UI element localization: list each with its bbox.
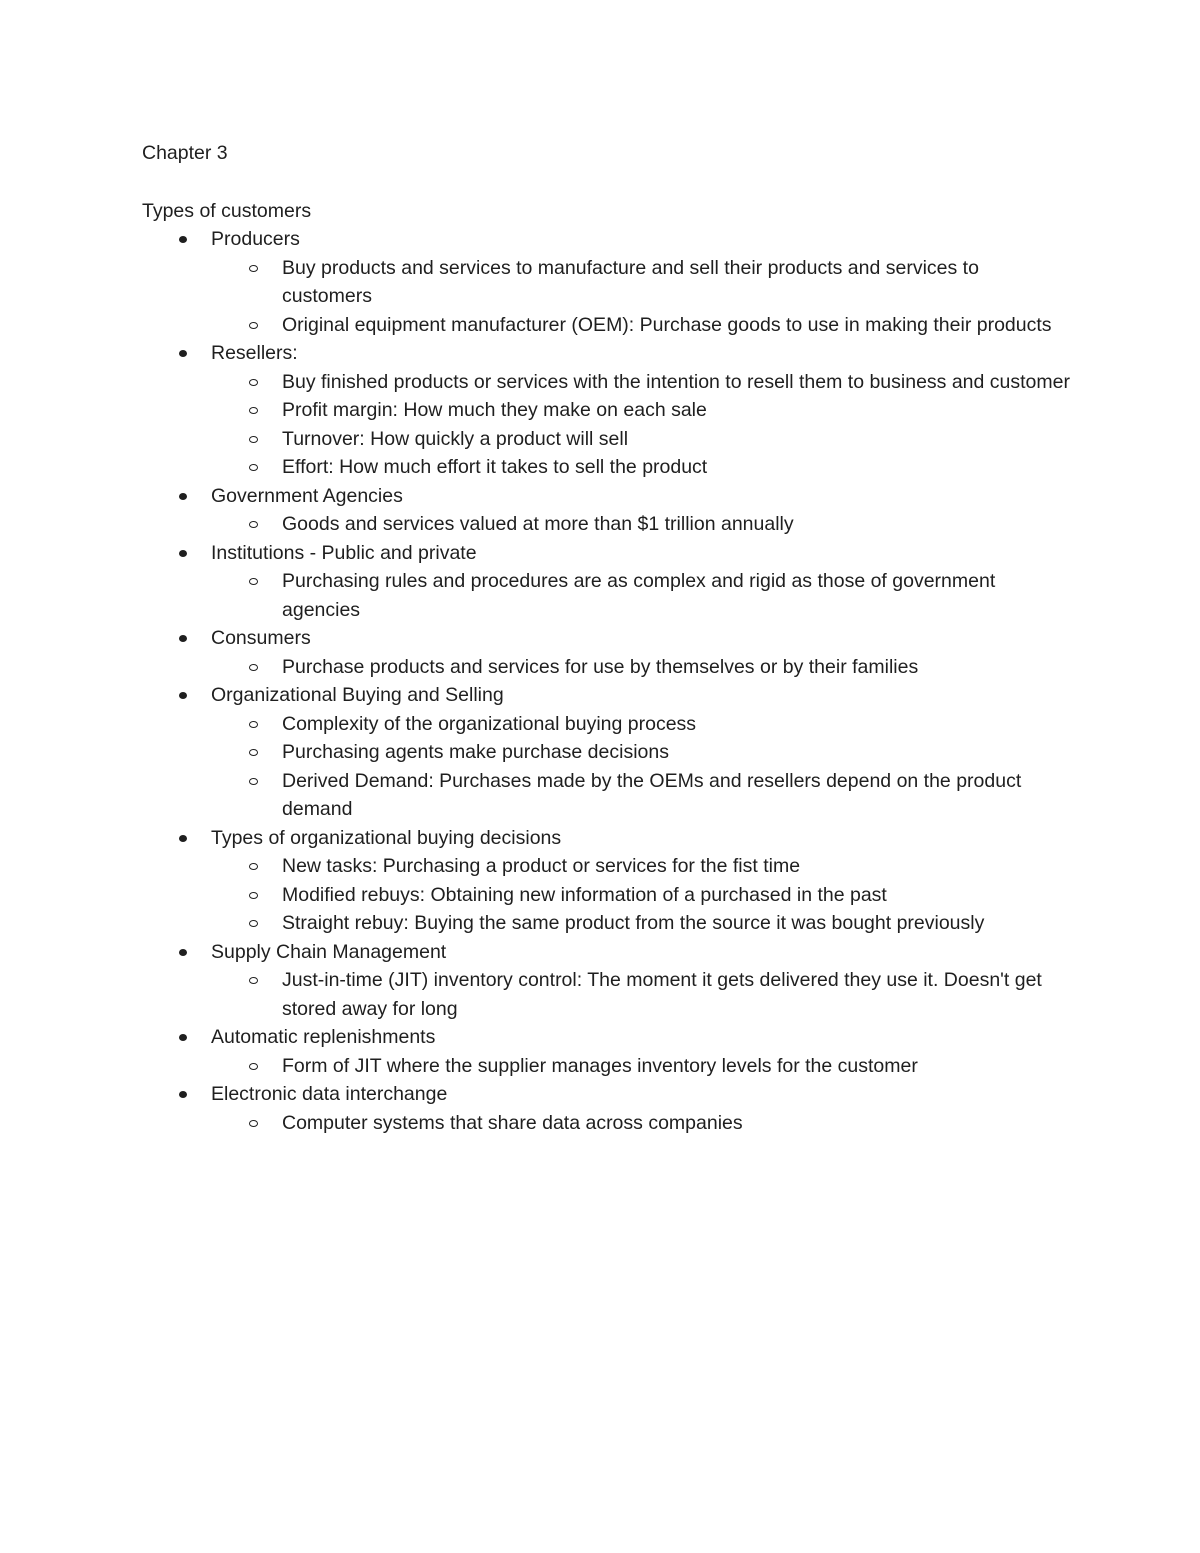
sub-list-item	[211, 311, 1072, 340]
list-item	[142, 1080, 1072, 1137]
sub-list-item	[211, 254, 1072, 311]
sub-list-item-text: Buy products and services to manufacture and sell their products and services to customers	[282, 256, 979, 307]
sub-list-item	[211, 1109, 1072, 1138]
hollow-bullet-icon	[249, 721, 258, 728]
list-item-label: Types of organizational buying decisions	[211, 826, 562, 849]
hollow-bullet-icon	[249, 436, 258, 443]
sub-list-item	[211, 966, 1072, 1023]
list-item-label: Organizational Buying and Selling	[211, 684, 504, 706]
sub-list-item-text: Complexity of the organizational buying process	[282, 712, 697, 735]
list-item	[142, 225, 1072, 339]
sub-list-item-text: Straight rebuy: Buying the same product from the source it was bought previously	[282, 912, 985, 934]
sub-list	[211, 368, 1072, 482]
list-item	[142, 339, 1072, 482]
filled-bullet-icon	[179, 236, 187, 243]
sub-list-item-text: Turnover: How quickly a product will sell	[282, 427, 629, 450]
sub-list-item-text: New tasks: Purchasing a product or services for the fist time	[282, 855, 801, 877]
sub-list-item	[211, 881, 1072, 910]
sub-list-item-text: Purchasing agents make purchase decisions	[282, 741, 669, 763]
sub-list-item	[211, 909, 1072, 938]
filled-bullet-icon	[179, 949, 187, 956]
sub-list-item	[211, 738, 1072, 767]
section-heading: Types of customers	[142, 199, 312, 222]
sub-list-item	[211, 653, 1072, 682]
sub-list-item-text: Modified rebuys: Obtaining new information of a purchased in the past	[282, 883, 887, 906]
filled-bullet-icon	[179, 635, 187, 642]
hollow-bullet-icon	[249, 464, 258, 471]
sub-list-item-text: Just-in-time (JIT) inventory control: The moment it gets delivered they use it. Doesn't get stored away for long	[282, 969, 1042, 1020]
hollow-bullet-icon	[249, 407, 258, 414]
sub-list-item	[211, 710, 1072, 739]
sub-list-item-text: Computer systems that share data across companies	[282, 1111, 743, 1134]
filled-bullet-icon	[179, 493, 187, 500]
hollow-bullet-icon	[249, 521, 258, 528]
hollow-bullet-icon	[249, 778, 258, 785]
sub-list-item-text: Form of JIT where the supplier manages inventory levels for the customer	[282, 1054, 918, 1077]
hollow-bullet-icon	[249, 920, 258, 927]
sub-list-item-text: Derived Demand: Purchases made by the OEMs and resellers depend on the product demand	[282, 769, 1022, 820]
filled-bullet-icon	[179, 550, 187, 557]
list-item	[142, 482, 1072, 539]
list-item-label: Resellers:	[211, 342, 298, 364]
filled-bullet-icon	[179, 1091, 187, 1098]
sub-list-item	[211, 1052, 1072, 1081]
sub-list	[211, 710, 1072, 824]
sub-list-item-text: Goods and services valued at more than $1 trillion annually	[282, 513, 794, 535]
sub-list-item	[211, 396, 1072, 425]
list-item	[142, 624, 1072, 681]
hollow-bullet-icon	[249, 977, 258, 984]
sub-list	[211, 254, 1072, 340]
sub-list-item	[211, 425, 1072, 454]
sub-list-item-text: Profit margin: How much they make on each sale	[282, 399, 707, 421]
sub-list-item	[211, 852, 1072, 881]
sub-list-item-text: Purchase products and services for use by themselves or by their families	[282, 655, 919, 678]
sub-list-item	[211, 510, 1072, 539]
blank-line	[142, 168, 1072, 197]
sub-list	[211, 966, 1072, 1023]
sub-list-item	[211, 368, 1072, 397]
hollow-bullet-icon	[249, 265, 258, 272]
list-item	[142, 681, 1072, 824]
sub-list-item	[211, 567, 1072, 624]
hollow-bullet-icon	[249, 1063, 258, 1070]
hollow-bullet-icon	[249, 322, 258, 329]
document-body	[142, 139, 1072, 1137]
filled-bullet-icon	[179, 1034, 187, 1041]
filled-bullet-icon	[179, 350, 187, 357]
list-item-label: Electronic data interchange	[211, 1083, 448, 1105]
list-item-label: Supply Chain Management	[211, 940, 447, 963]
list-item	[142, 938, 1072, 1024]
sub-list	[211, 567, 1072, 624]
sub-list-item-text: Effort: How much effort it takes to sell the product	[282, 456, 708, 478]
sub-list-item	[211, 767, 1072, 824]
hollow-bullet-icon	[249, 379, 258, 386]
sub-list-item-text: Buy finished products or services with the intention to resell them to business and customer	[282, 370, 1070, 393]
list-item-label: Producers	[211, 228, 300, 250]
list-item	[142, 824, 1072, 938]
sub-list-item-text: Purchasing rules and procedures are as complex and rigid as those of government agencies	[282, 570, 996, 621]
list-item-label: Consumers	[211, 627, 311, 649]
hollow-bullet-icon	[249, 892, 258, 899]
sub-list	[211, 852, 1072, 938]
list-item-label: Government Agencies	[211, 484, 403, 507]
hollow-bullet-icon	[249, 1120, 258, 1127]
sub-list	[211, 653, 1072, 682]
hollow-bullet-icon	[249, 863, 258, 870]
list-item-label: Institutions - Public and private	[211, 541, 477, 564]
sub-list	[211, 510, 1072, 539]
list-item	[142, 539, 1072, 625]
sub-list	[211, 1109, 1072, 1138]
sub-list-item-text: Original equipment manufacturer (OEM): Purchase goods to use in making their products	[282, 313, 1052, 336]
hollow-bullet-icon	[249, 578, 258, 585]
sub-list	[211, 1052, 1072, 1081]
hollow-bullet-icon	[249, 749, 258, 756]
sub-list-item	[211, 453, 1072, 482]
hollow-bullet-icon	[249, 664, 258, 671]
filled-bullet-icon	[179, 692, 187, 699]
list-item	[142, 1023, 1072, 1080]
chapter-title: Chapter 3	[142, 142, 228, 164]
filled-bullet-icon	[179, 835, 187, 842]
customer-types-list	[142, 225, 1072, 1137]
list-item-label: Automatic replenishments	[211, 1026, 436, 1048]
